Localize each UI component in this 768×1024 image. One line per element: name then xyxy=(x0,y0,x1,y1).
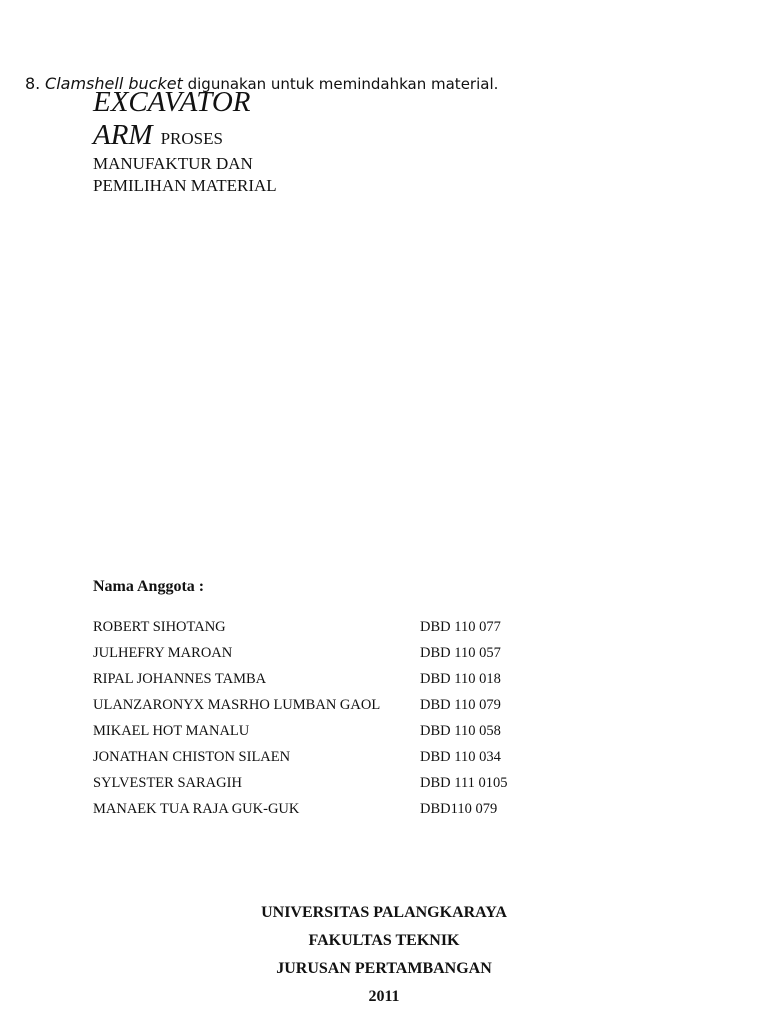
member-id: DBD 110 079 xyxy=(420,696,501,713)
year: 2011 xyxy=(368,988,400,1005)
department-name: JURUSAN PERTAMBANGAN xyxy=(276,960,492,977)
member-row xyxy=(93,744,553,770)
member-name: MANAEK TUA RAJA GUK-GUK xyxy=(93,800,300,817)
title-line-2 xyxy=(93,119,277,151)
list-number: 8. xyxy=(25,74,41,93)
title-line-1: EXCAVATOR xyxy=(93,86,251,118)
members-heading: Nama Anggota : xyxy=(93,578,205,595)
title-line-2-italic: ARM xyxy=(93,119,153,151)
member-id: DBD 110 077 xyxy=(420,618,501,635)
member-name: RIPAL JOHANNES TAMBA xyxy=(93,670,267,687)
document-title xyxy=(93,86,277,197)
member-name: ULANZARONYX MASRHO LUMBAN GAOL xyxy=(93,696,381,713)
members-list xyxy=(93,614,553,822)
member-id: DBD 111 0105 xyxy=(420,774,508,791)
faculty-name: FAKULTAS TEKNIK xyxy=(308,932,460,949)
member-name: JONATHAN CHISTON SILAEN xyxy=(93,748,291,765)
member-name: JULHEFRY MAROAN xyxy=(93,644,233,661)
title-line-3: MANUFAKTUR DAN xyxy=(93,154,253,173)
member-row xyxy=(93,770,553,796)
institution-footer xyxy=(0,900,768,1012)
member-row xyxy=(93,692,553,718)
member-id: DBD 110 018 xyxy=(420,670,501,687)
overlay-rest-text: digunakan untuk memindahkan material. xyxy=(187,75,499,93)
member-name: MIKAEL HOT MANALU xyxy=(93,722,250,739)
member-id: DBD 110 057 xyxy=(420,644,501,661)
member-row xyxy=(93,614,553,640)
member-name: ROBERT SIHOTANG xyxy=(93,618,226,635)
university-name: UNIVERSITAS PALANGKARAYA xyxy=(261,904,507,921)
member-row xyxy=(93,640,553,666)
member-name: SYLVESTER SARAGIH xyxy=(93,774,242,791)
overlay-italic-term: Clamshell bucket xyxy=(45,74,183,93)
title-line-2-rest: PROSES xyxy=(160,129,223,148)
title-line-4: PEMILIHAN MATERIAL xyxy=(93,176,277,195)
member-row xyxy=(93,666,553,692)
member-row xyxy=(93,796,553,822)
member-id: DBD110 079 xyxy=(420,800,498,817)
member-id: DBD 110 058 xyxy=(420,722,501,739)
member-id: DBD 110 034 xyxy=(420,748,501,765)
member-row xyxy=(93,718,553,744)
